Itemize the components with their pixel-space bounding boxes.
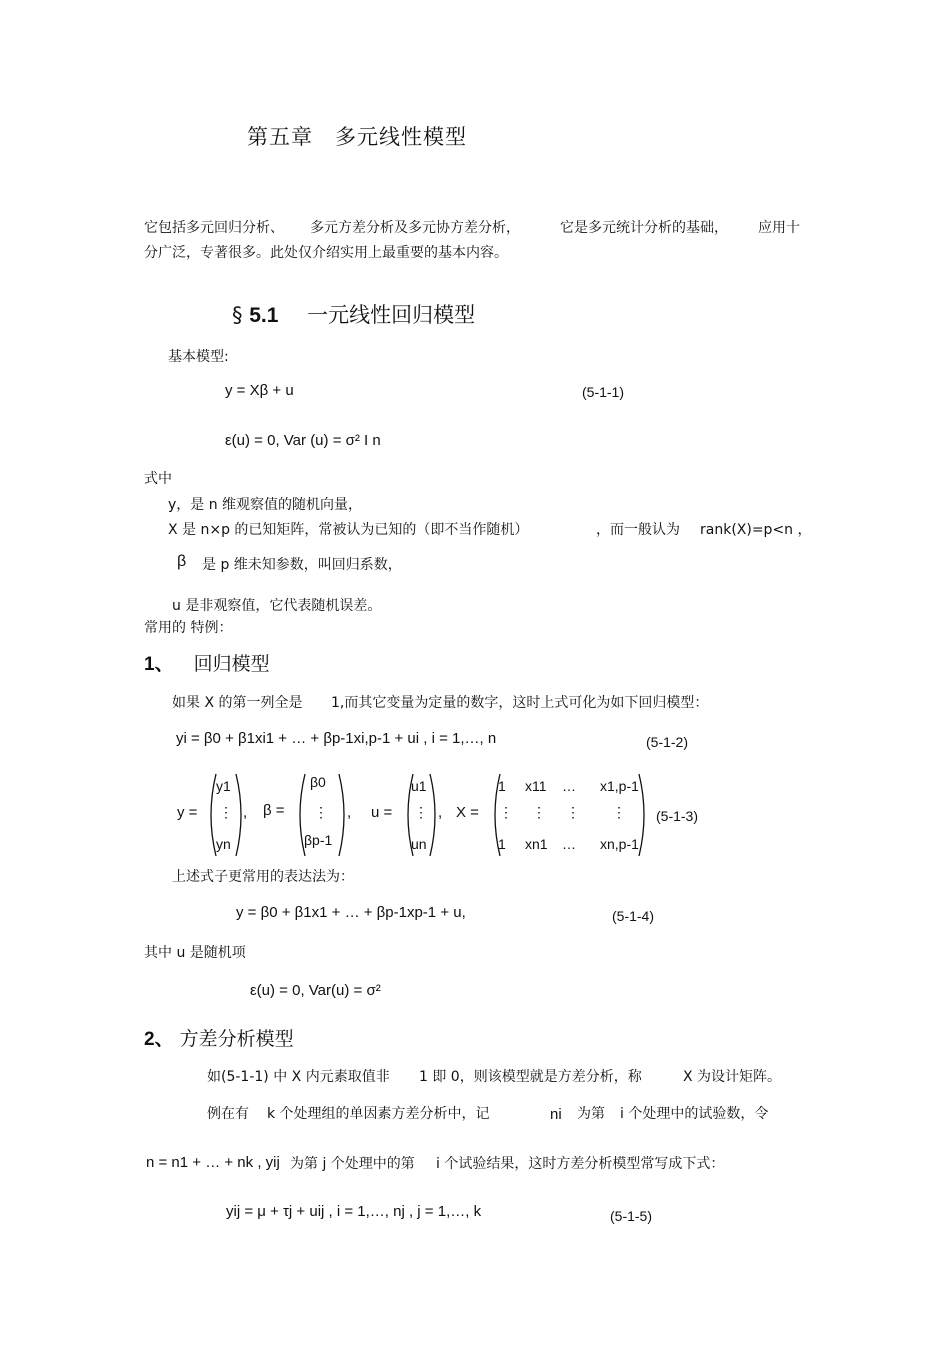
def-x-a: X 是 n×p 的已知矩阵，常被认为已知的（即不当作随机） — [168, 522, 529, 538]
anova-text-2d: 为第 — [577, 1106, 605, 1122]
equation-number-5-1-2: (5-1-2) — [646, 734, 689, 750]
matrix-y-cell: ⋮ — [219, 804, 233, 820]
shizhong-label: 式中 — [144, 471, 172, 487]
common-expression-label: 上述式子更常用的表达法为： — [172, 869, 354, 885]
expectation-line-2: ε(u) = 0, Var(u) = σ² — [250, 982, 381, 999]
anova-text-1c: X 为设计矩阵。 — [683, 1069, 782, 1085]
matrix-x-cell: ⋮ — [499, 804, 513, 820]
def-y: y，是 n 维观察值的随机向量， — [168, 497, 363, 513]
matrix-beta-cell: β0 — [310, 774, 326, 790]
anova-text-1b: 1 即 0，则该模型就是方差分析，称 — [419, 1069, 642, 1085]
section-title: 一元线性回归模型 — [307, 303, 476, 327]
matrix-u-label: u = — [371, 804, 393, 821]
equation-number-5-1-5: (5-1-5) — [610, 1208, 653, 1224]
def-beta: 是 p 维未知参数，叫回归系数， — [202, 557, 402, 573]
heading-anova-num: 2、 — [144, 1029, 174, 1050]
matrix-beta-cell: ⋮ — [314, 804, 328, 820]
matrix-u-cell: un — [411, 836, 427, 852]
matrix-comma: , — [347, 804, 352, 821]
intro-part-d: 应用十 — [758, 220, 800, 236]
equation-number-5-1-1: (5-1-1) — [582, 384, 625, 400]
matrix-x-cell: … — [562, 778, 576, 794]
matrix-x-cell: 1 — [498, 836, 506, 852]
random-term-text: 其中 u 是随机项 — [144, 945, 246, 961]
matrix-beta-label: β = — [263, 802, 285, 819]
matrix-x-cell: xn1 — [525, 836, 548, 852]
section-heading — [232, 303, 476, 327]
heading-regression-title: 回归模型 — [193, 653, 270, 675]
def-x-b: ，而一般认为 — [596, 522, 680, 538]
matrix-x-cell: … — [562, 836, 576, 852]
regression-text-b: 1,而其它变量为定量的数字，这时上式可化为如下回归模型： — [331, 695, 709, 711]
anova-text-3b: 为第 j 个处理中的第 — [290, 1156, 415, 1172]
heading-anova-title: 方差分析模型 — [179, 1028, 294, 1050]
anova-text-3a: n = n1 + … + nk , yij — [146, 1154, 280, 1171]
matrix-x-cell: 1 — [498, 778, 506, 794]
matrix-x-cell: ⋮ — [566, 804, 580, 820]
matrix-u-cell: ⋮ — [414, 804, 428, 820]
matrix-comma: , — [438, 804, 443, 821]
basic-model-label: 基本模型: — [168, 349, 229, 365]
special-cases-label: 常用的 特例： — [144, 620, 233, 636]
equation-5-1-1: y = Xβ + u — [225, 382, 294, 399]
equation-number-5-1-4: (5-1-4) — [612, 908, 655, 924]
anova-text-3c: i 个试验结果，这时方差分析模型常写成下式： — [436, 1156, 725, 1172]
matrix-comma: , — [243, 804, 248, 821]
equation-5-1-5: yij = μ + τj + uij , i = 1,…, nj , j = 1,…, k — [226, 1203, 482, 1220]
beta-symbol: β — [177, 553, 187, 570]
section-number: 5.1 — [249, 304, 279, 327]
chapter-title: 第五章 多元线性模型 — [247, 125, 467, 149]
matrix-x-cell: x11 — [525, 778, 547, 794]
anova-text-2a: 例在有 — [207, 1106, 249, 1122]
matrix-y-label: y = — [177, 804, 198, 821]
anova-text-2e: i 个处理中的试验数，令 — [620, 1106, 769, 1122]
regression-text-a: 如果 X 的第一列全是 — [172, 695, 303, 711]
intro-line-2: 分广泛，专著很多。此处仅介绍实用上最重要的基本内容。 — [144, 245, 508, 261]
matrix-x-cell: ⋮ — [532, 804, 546, 820]
intro-part-a: 它包括多元回归分析、 — [144, 220, 284, 236]
matrix-x-right-paren — [637, 772, 651, 858]
equation-5-1-2: yi = β0 + β1xi1 + … + βp-1xi,p-1 + ui , i = 1,…, n — [176, 730, 497, 747]
matrix-y-cell: y1 — [216, 778, 231, 794]
heading-regression-num: 1、 — [144, 654, 174, 675]
def-x-c: rank(X)=p<n ， — [700, 522, 812, 538]
matrix-u-cell: u1 — [411, 778, 427, 794]
heading-anova — [144, 1030, 294, 1049]
heading-regression — [144, 655, 270, 674]
anova-text-1a: 如(5-1-1) 中 X 内元素取值非 — [207, 1069, 390, 1085]
anova-text-2c: ni — [550, 1106, 562, 1123]
matrix-beta-cell: βp-1 — [304, 832, 333, 848]
def-u: u 是非观察值，它代表随机误差。 — [172, 598, 382, 614]
intro-part-b: 多元方差分析及多元协方差分析， — [310, 220, 520, 236]
section-symbol: § — [232, 303, 243, 327]
matrix-x-cell: xn,p-1 — [600, 836, 639, 852]
matrix-x-cell: ⋮ — [612, 804, 626, 820]
anova-text-2b: k 个处理组的单因素方差分析中，记 — [267, 1106, 490, 1122]
intro-part-c: 它是多元统计分析的基础， — [560, 220, 728, 236]
matrix-y-cell: yn — [216, 836, 231, 852]
matrix-x-cell: x1,p-1 — [600, 778, 639, 794]
expectation-line: ε(u) = 0, Var (u) = σ² I n — [225, 432, 381, 449]
matrix-x-label: X = — [456, 804, 479, 821]
equation-number-5-1-3: (5-1-3) — [656, 808, 699, 824]
equation-5-1-4: y = β0 + β1x1 + … + βp-1xp-1 + u, — [236, 904, 466, 921]
